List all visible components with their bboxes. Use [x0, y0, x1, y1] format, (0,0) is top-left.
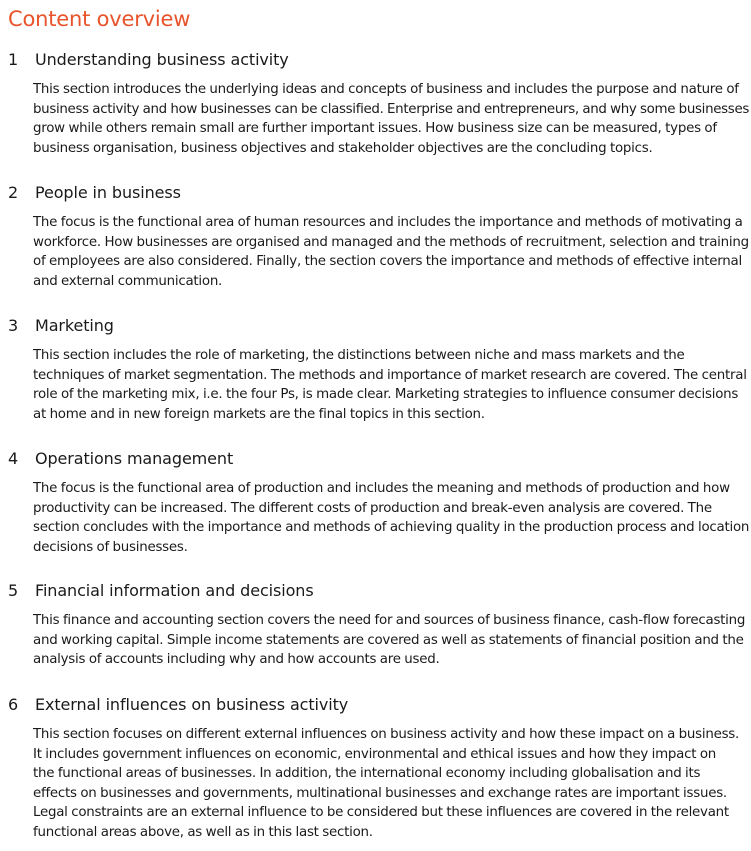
body-line: The focus is the functional area of human resources and includes the importance and methods of motivating a — [33, 215, 743, 230]
section-body — [33, 479, 749, 557]
section-heading — [8, 693, 348, 717]
section-title: Operations management — [35, 449, 234, 468]
body-line: effects on businesses and governments, multinational businesses and exchange rates are important issues. — [33, 785, 727, 801]
body-line: This section focuses on different external influences on business activity and how these impact on a business. — [33, 727, 740, 742]
section-title: People in business — [35, 183, 181, 202]
body-line: This section includes the role of marketing, the distinctions between niche and mass markets and the — [33, 348, 685, 363]
body-line: decisions of businesses. — [33, 539, 188, 555]
page-title: Content overview — [8, 7, 191, 31]
section-heading — [8, 447, 233, 471]
section-heading — [8, 314, 114, 338]
body-line: techniques of market segmentation. The methods and importance of market research are covered. The central — [33, 367, 747, 383]
body-line: at home and in new foreign markets are the final topics in this section. — [33, 406, 485, 422]
section-number: 1 — [8, 50, 19, 69]
section-heading — [8, 181, 181, 205]
section-number: 2 — [8, 183, 19, 202]
body-line: This finance and accounting section covers the need for and sources of business finance, cash-flow forecasting — [33, 613, 746, 628]
body-line: and working capital. Simple income statements are covered as well as statements of financial position and the — [33, 632, 744, 648]
section-heading — [8, 579, 314, 603]
body-line: The focus is the functional area of production and includes the meaning and methods of production and how — [33, 481, 730, 496]
section-title: External influences on business activity — [35, 695, 349, 714]
section-number: 6 — [8, 695, 19, 714]
section-number: 5 — [8, 581, 19, 600]
body-line: of employees are also considered. Finally, the section covers the importance and methods of effective internal — [33, 254, 742, 270]
body-line: business activity and how businesses can be classified. Enterprise and entrepreneurs, and why some businesses — [33, 101, 750, 117]
body-line: business organisation, business objectives and stakeholder objectives are the concluding topics. — [33, 140, 653, 156]
section-body — [33, 611, 749, 670]
body-line: grow while others remain small are further important issues. How business size can be measured, types of — [33, 121, 717, 137]
section-body — [33, 346, 749, 424]
body-line: the functional areas of businesses. In addition, the international economy including globalisation and its — [33, 766, 701, 782]
body-line: It includes government influences on economic, environmental and ethical issues and how they impact on — [33, 746, 717, 762]
body-line: This section introduces the underlying ideas and concepts of business and includes the purpose and nature of — [33, 82, 739, 97]
section-body — [33, 213, 749, 291]
section-number: 4 — [8, 449, 19, 468]
body-line: functional areas above, as well as in this last section. — [33, 824, 373, 840]
section-body — [33, 725, 749, 843]
body-line: section concludes with the importance and methods of achieving quality in the production process and location — [33, 520, 750, 536]
section-number: 3 — [8, 316, 19, 335]
body-line: workforce. How businesses are organised and managed and the methods of recruitment, selection and training — [33, 234, 749, 250]
body-line: productivity can be increased. The different costs of production and break-even analysis are covered. The — [33, 500, 712, 516]
section-body — [33, 80, 749, 158]
section-heading — [8, 48, 289, 72]
body-line: analysis of accounts including why and how accounts are used. — [33, 652, 440, 668]
body-line: Legal constraints are an external influence to be considered but these influences are covered in the relevant — [33, 805, 729, 821]
body-line: role of the marketing mix, i.e. the four Ps, is made clear. Marketing strategies to influence consumer decisions — [33, 387, 739, 403]
body-line: and external communication. — [33, 273, 223, 289]
section-title: Financial information and decisions — [35, 581, 314, 600]
section-title: Marketing — [35, 316, 114, 335]
section-title: Understanding business activity — [35, 50, 289, 69]
